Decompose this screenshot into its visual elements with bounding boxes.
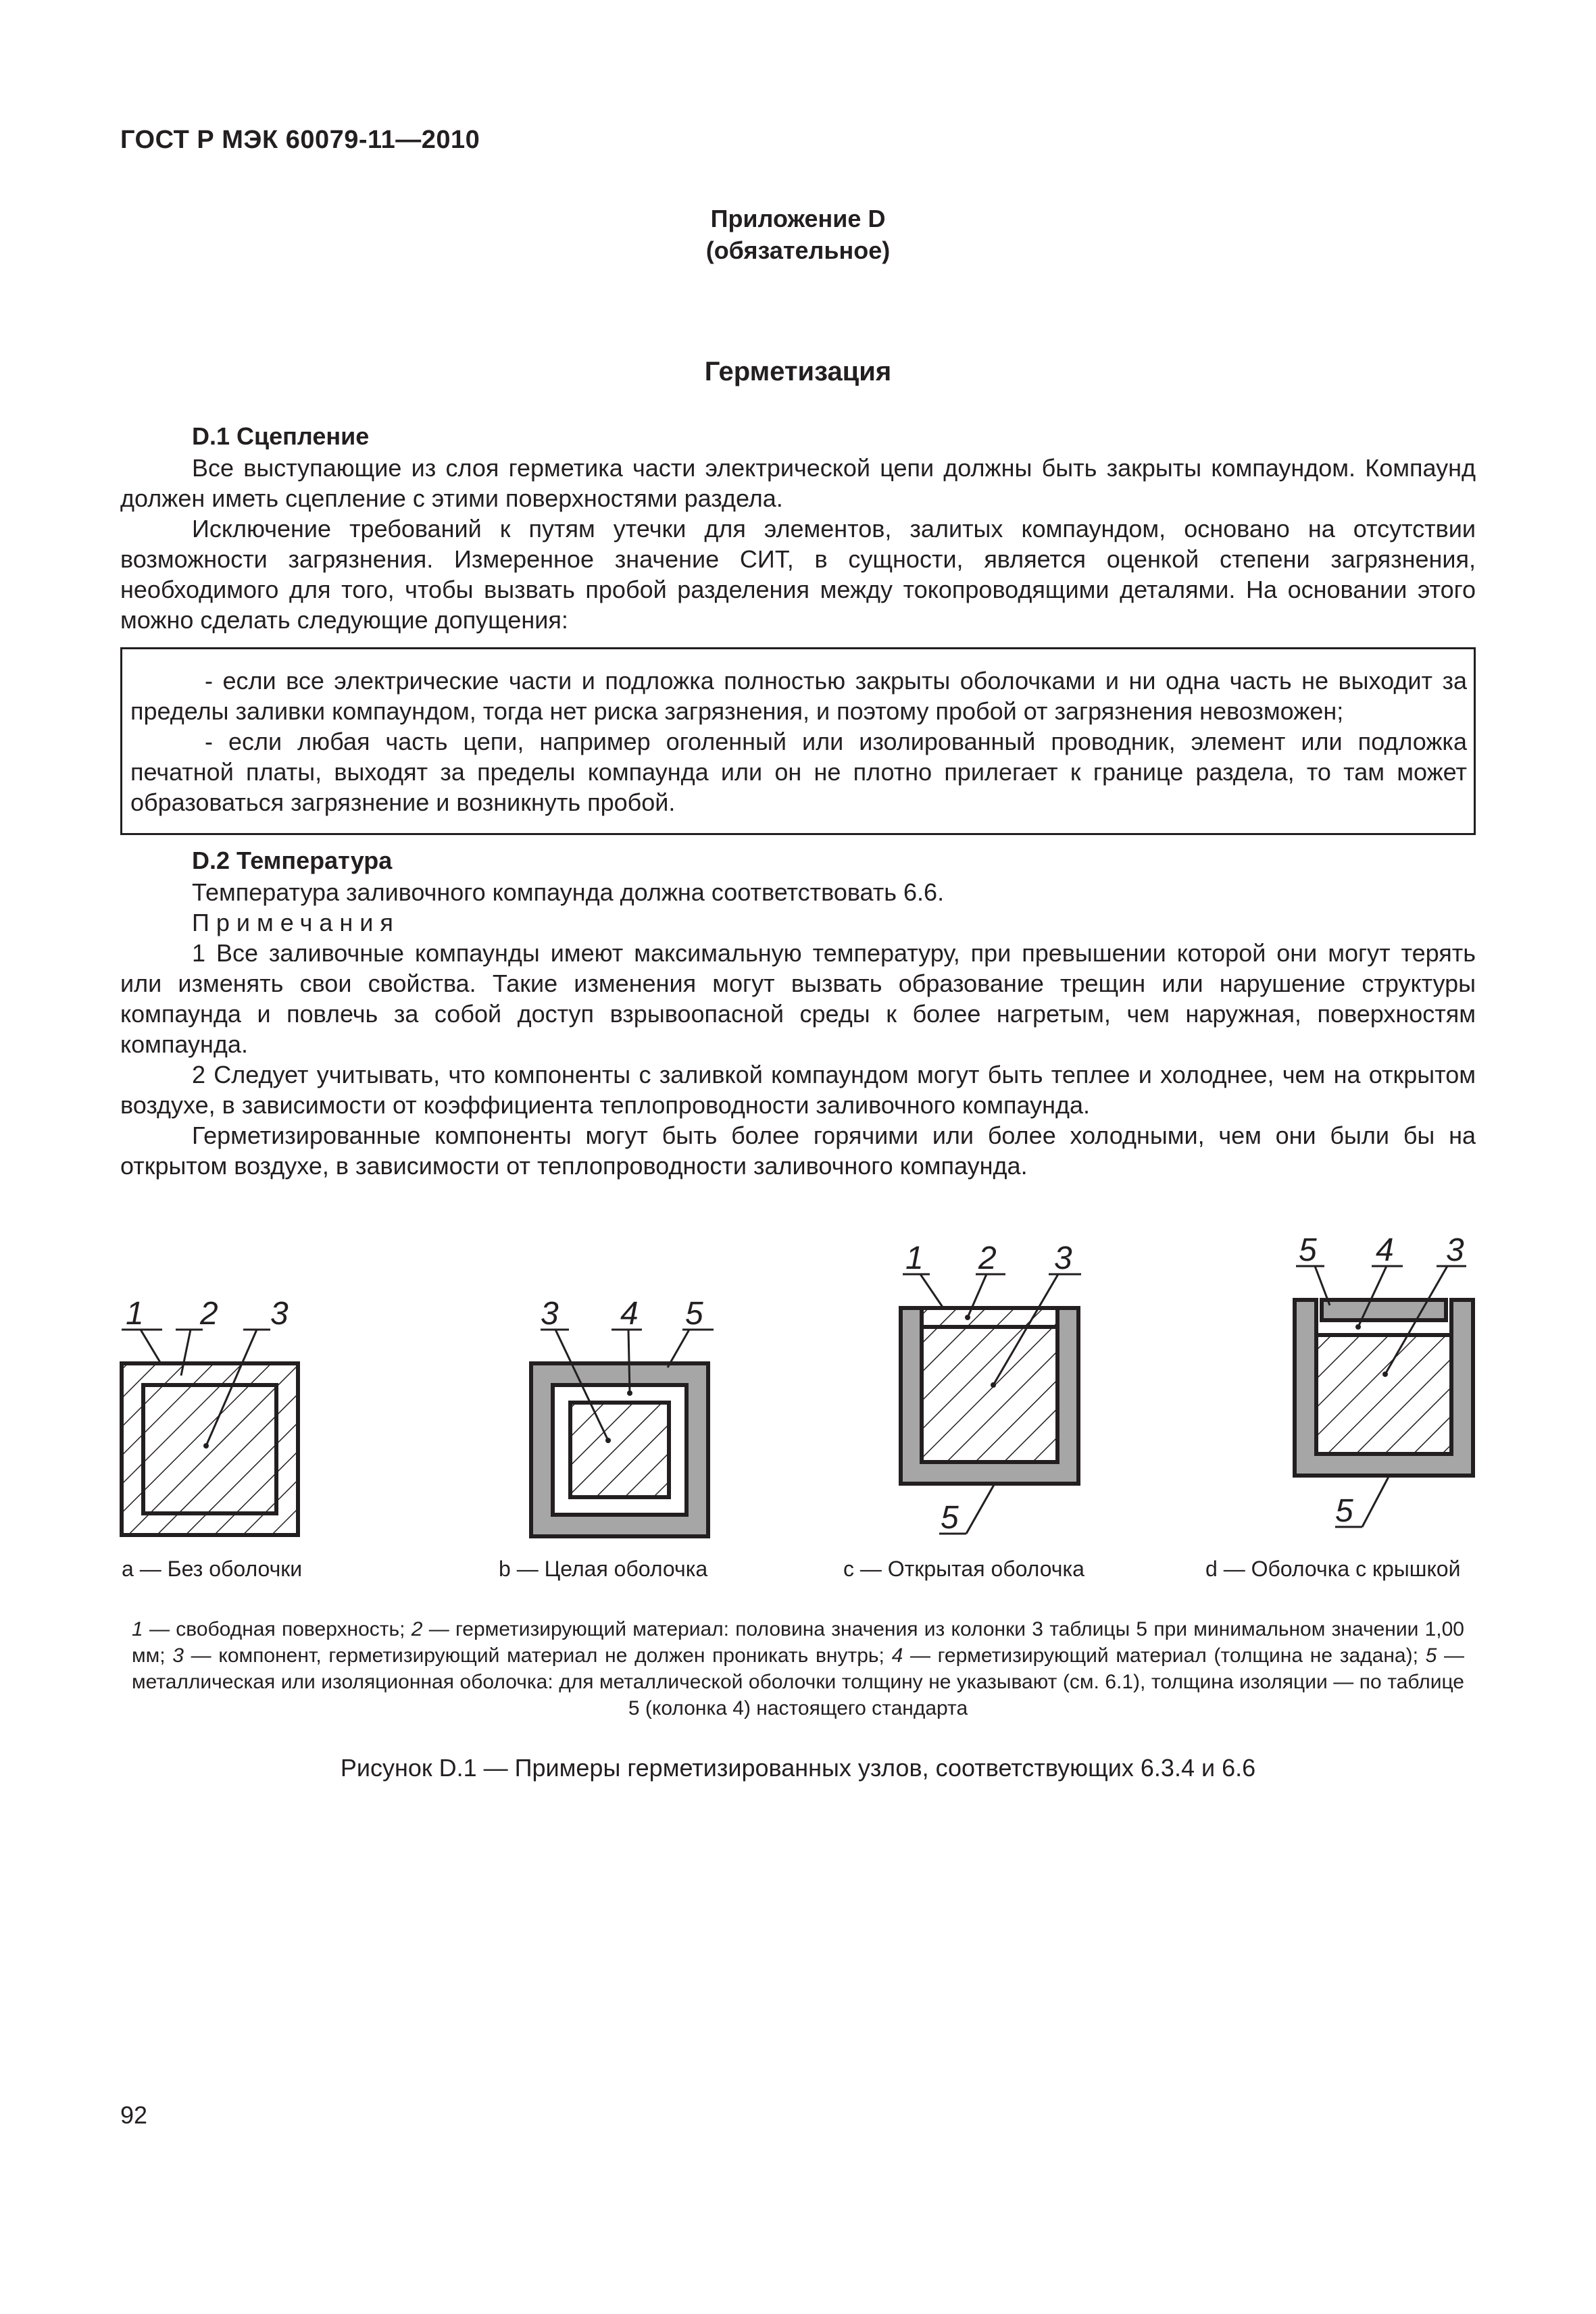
caption-c: c — Открытая оболочка	[843, 1557, 1084, 1581]
d1-paragraph-2: Исключение требований к путям утечки для элементов, залитых компаундом, основано на отсутствии возможности загрязнения. Измеренное значение СИТ, в сущности, является оценкой степени загрязнения, необходимого для того, чтобы вызвать пробой разделения между токопроводящими деталями. На основании этого можно сделать следующие допущения:	[120, 515, 1476, 634]
figure-b-label-5: 5	[685, 1296, 703, 1332]
figure-d-cover	[1322, 1300, 1446, 1320]
figure-b-drawing	[531, 1296, 714, 1536]
figure-legend	[132, 1616, 1464, 1721]
figure-a-drawing	[122, 1296, 298, 1535]
figure-title: Рисунок D.1 — Примеры герметизированных узлов, соответствующих 6.3.4 и 6.6	[340, 1754, 1256, 1782]
legend-text-1: — свободная поверхность;	[143, 1618, 412, 1640]
d1-paragraph-1: Все выступающие из слоя герметика части электрической цепи должны быть закрыты компаундом. Компаунд должен иметь сцепление с этими поверхностями раздела.	[120, 454, 1476, 512]
annex-status: (обязательное)	[705, 236, 891, 264]
assumption-item-2: - если любая часть цепи, например оголенный или изолированный проводник, элемент или подложка печатной платы, выходят за пределы компаунда или он не плотно прилегает к границе раздела, то там может образоваться загрязнение и возникнуть пробой.	[130, 728, 1467, 816]
figure-c-label-2: 2	[978, 1240, 997, 1276]
page-number: 92	[120, 2101, 148, 2129]
legend-text-3: — компонент, герметизирующий материал не должен проникать внутрь;	[183, 1644, 892, 1667]
d2-body	[120, 877, 1476, 1181]
figure-b-component	[570, 1403, 669, 1497]
assumptions-box	[120, 647, 1476, 835]
legend-num-1: 1	[132, 1618, 143, 1640]
d2-paragraph-1: Температура заливочного компаунда должна соответствовать 6.6.	[192, 878, 945, 906]
notes-label: Примечания	[192, 909, 400, 936]
figure-c-component	[922, 1327, 1057, 1462]
figure-b-label-4: 4	[620, 1296, 639, 1332]
legend-num-4: 4	[891, 1644, 903, 1667]
figure-d-label-5-bottom: 5	[1335, 1493, 1353, 1529]
figure-d-label-3: 3	[1446, 1232, 1464, 1268]
caption-b: b — Целая оболочка	[499, 1557, 708, 1581]
figure-a-label-1: 1	[126, 1296, 144, 1332]
note-1: 1 Все заливочные компаунды имеют максимальную температуру, при превышении которой они могут терять или изменять свои свойства. Такие изменения могут вызвать образование трещин или нарушение структуры компаунда и повлечь за собой доступ взрывоопасной среды к более нагретым, чем наружная, поверхностям компаунда.	[120, 939, 1476, 1058]
figure-c-label-3: 3	[1054, 1240, 1072, 1276]
figure-d-drawing	[1295, 1232, 1473, 1529]
section-title: Герметизация	[704, 357, 892, 386]
legend-text-5: — металлическая или изоляционная оболочка: для металлической оболочки толщину не указывают (см. 6.1), толщина изоляции — по таблице 5 (колонка 4) настоящего стандарта	[132, 1644, 1464, 1719]
legend-num-5: 5	[1425, 1644, 1437, 1667]
legend-num-3: 3	[172, 1644, 184, 1667]
caption-a: a — Без оболочки	[122, 1557, 303, 1581]
figure-c-label-5: 5	[941, 1500, 959, 1536]
figure-d-label-5-top: 5	[1299, 1232, 1317, 1268]
d2-paragraph-2: Герметизированные компоненты могут быть более горячими или более холодными, чем они были бы на открытом воздухе, в зависимости от теплопроводности заливочного компаунда.	[120, 1122, 1476, 1180]
legend-num-2: 2	[411, 1618, 423, 1640]
figure-d1	[0, 1209, 1596, 1588]
figure-a-component	[143, 1385, 276, 1513]
figure-d-component	[1316, 1335, 1451, 1454]
d1-body	[120, 453, 1476, 635]
d2-heading: D.2 Температура	[192, 847, 393, 874]
caption-d: d — Оболочка с крышкой	[1205, 1557, 1461, 1581]
assumption-item-1: - если все электрические части и подложка полностью закрыты оболочками и ни одна часть не выходит за пределы заливки компаундом, тогда нет риска загрязнения, и поэтому пробой от загрязнения невозможен;	[130, 667, 1467, 725]
figure-d-label-4: 4	[1376, 1232, 1394, 1268]
note-2: 2 Следует учитывать, что компоненты с заливкой компаундом могут быть теплее и холоднее, чем на открытом воздухе, в зависимости от коэффициента теплопроводности заливочного компаунда.	[120, 1061, 1476, 1119]
figure-b-label-3: 3	[541, 1296, 559, 1332]
legend-text-4: — герметизирующий материал (толщина не задана);	[903, 1644, 1426, 1667]
figure-a-label-3: 3	[270, 1296, 289, 1332]
figure-a-label-2: 2	[200, 1296, 218, 1332]
figure-c-label-1: 1	[905, 1240, 924, 1276]
figure-c-drawing	[901, 1240, 1081, 1536]
annex-title: Приложение D	[710, 205, 886, 232]
document-header: ГОСТ Р МЭК 60079-11—2010	[120, 126, 480, 154]
d1-heading: D.1 Сцепление	[192, 422, 370, 450]
legend-text-2: — герметизирующий материал: половина значения из колонки 3 таблицы 5 при минимальном значении 1,00 мм;	[132, 1618, 1464, 1667]
